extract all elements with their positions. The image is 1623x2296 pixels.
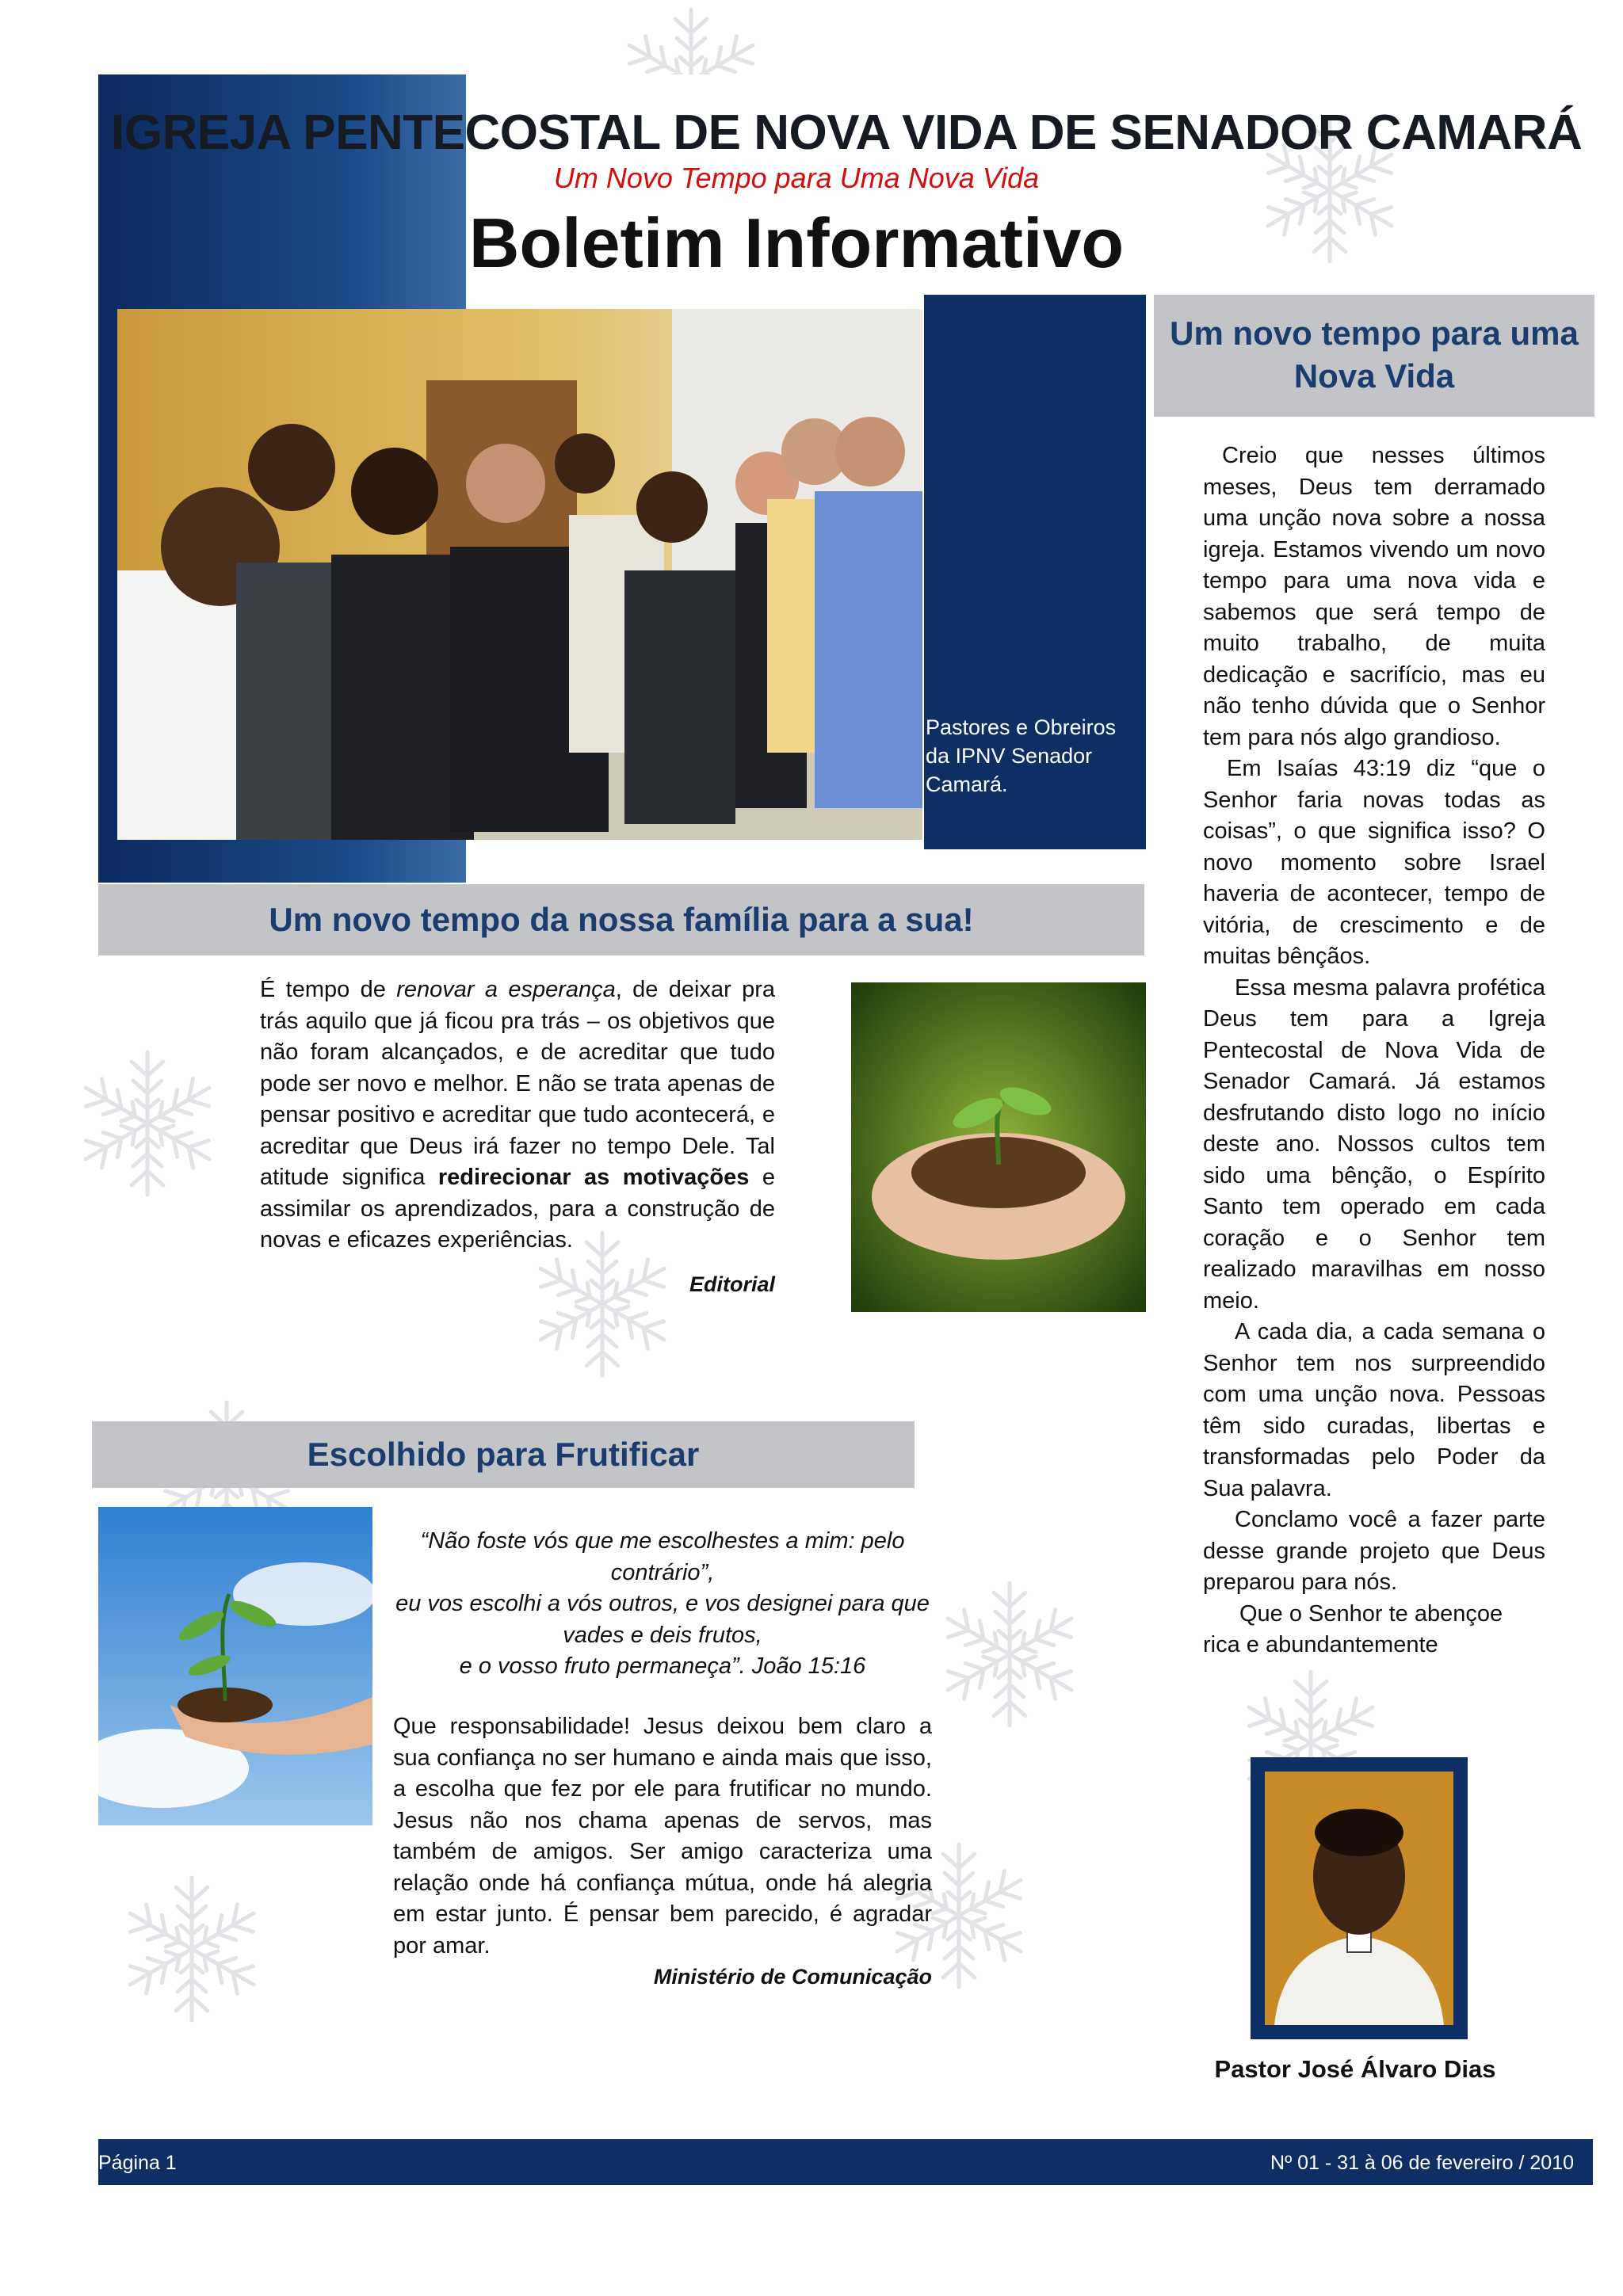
snowflake-icon: [113, 1870, 271, 2028]
page-number: Página 1: [98, 2152, 177, 2174]
sprout-hands-photo: [851, 982, 1146, 1312]
snowflake-icon: [68, 1044, 227, 1203]
family-section-text: É tempo de renovar a esperança, de deixar pra trás aquilo que já ficou pra trás – os objetivos que não foram alcançados, e de acreditar que tudo pode ser novo e melhor. E não se trata apenas de pensar positivo e acreditar que tudo acontecerá, e acreditar que Deus irá fazer no tempo Dele. Tal atitude significa redirecionar as motivações e assimilar os aprendizados, para a construção de novas e eficazes experiências.: [260, 977, 776, 1253]
communication-signature: Ministério de Comunicação: [653, 1965, 932, 1989]
pastor-column-banner: [1154, 295, 1594, 417]
pastor-column-heading-1: Um novo tempo para uma: [1170, 315, 1579, 352]
pastor-portrait: [1251, 1757, 1468, 2039]
pastor-column-heading-2: Nova Vida: [1293, 357, 1455, 395]
tagline: Um Novo Tempo para Uma Nova Vida: [553, 162, 1040, 194]
plant-hand-sky-photo: [98, 1507, 372, 1825]
fruit-section-body: Que responsabilidade! Jesus deixou bem claro a sua confiança no ser humano e ainda mais que isso, a escolha que fez por ele para frutificar no mundo. Jesus não nos chama apenas de servos, mas também de amigos. Ser amigo caracteriza uma relação onde há confiança mútua, onde há alegria em estar junto. É pensar bem parecido, é agradar por amar.: [393, 1714, 932, 1958]
fruit-section-banner: [92, 1421, 915, 1488]
photo-caption: Pastores e Obreiros da IPNV Senador Camará.: [926, 715, 1117, 796]
bible-quote: “Não foste vós que me escolhestes a mim: pelo contrário”, eu vos escolhi a vós outros, e vos designei para que vades e deis frutos, e o vosso fruto permaneça”. João 15:16: [395, 1528, 930, 1679]
group-photo: [117, 309, 922, 840]
editorial-signature: Editorial: [689, 1272, 775, 1296]
church-name: IGREJA PENTECOSTAL DE NOVA VIDA DE SENADOR CAMARÁ: [111, 105, 1583, 160]
pastor-column-text: Creio que nesses últimos meses, Deus tem derramado uma unção nova sobre a nossa igreja. Estamos vivendo um novo tempo para uma nova vida e sabemos que será tempo de muito trabalho, de muita dedicação e sacrifício, mas eu não tenho dúvida que o Senhor tem para nós algo grandioso. Em Isaías 43:19 diz “que o Senhor faria novas todas as coisas”, o que significa isso? O novo momento sobre Israel haveria de acontecer, tempo de vitória, de crescimento e de muitas bênçãos. Essa mesma palavra profética Deus tem para a Igreja Pentecostal de Nova Vida de Senador Camará. Já estamos desfrutando disto logo no início deste ano. Nossos cultos tem sido uma bênção, o Espírito Santo tem operado em cada coração e o Senhor tem realizado maravilhas em nosso meio. A cada dia, a cada semana o Senhor tem nos surpreendido com uma unção nova. Pessoas têm sido curadas, libertas e transformadas pelo Poder da Sua palavra. Conclamo você a fazer parte desse grande projeto que Deus preparou para nós. Que o Senhor te abençoe rica e abundantemente: [1203, 443, 1545, 1657]
pastor-name: Pastor José Álvaro Dias: [1214, 2055, 1496, 2083]
family-section-banner: [98, 884, 1144, 955]
bulletin-title: Boletim Informativo: [468, 204, 1125, 282]
footer-bar: [98, 2139, 1593, 2185]
issue-info: Nº 01 - 31 à 06 de fevereiro / 2010: [1270, 2152, 1574, 2174]
fruit-section-heading: Escolhido para Frutificar: [307, 1436, 700, 1473]
family-section-heading: Um novo tempo da nossa família para a sua!: [269, 901, 974, 938]
snowflake-icon: [930, 1575, 1089, 1733]
